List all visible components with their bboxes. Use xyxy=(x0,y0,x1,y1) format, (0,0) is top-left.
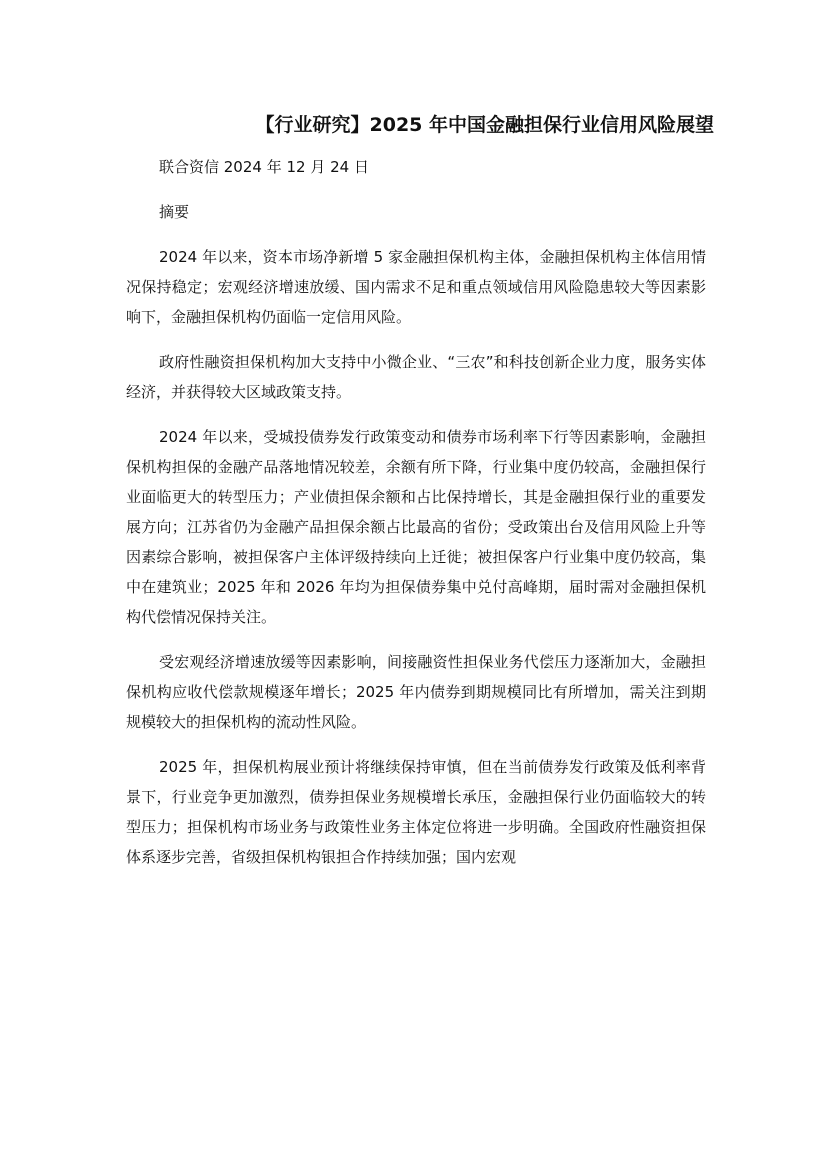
paragraph: 2024 年以来，受城投债券发行政策变动和债券市场利率下行等因素影响，金融担保机构担保的金融产品落地情况较差，余额有所下降，行业集中度仍较高，金融担保行业面临更大的转型压力；产业债担保余额和占比保持增长，其是金融担保行业的重要发展方向；江苏省仍为金融产品担保余额占比最高的省份；受政策出台及信用风险上升等因素综合影响，被担保客户主体评级持续向上迁徙；被担保客户行业集中度仍较高，集中在建筑业；2025 年和 2026 年均为担保债券集中兑付高峰期，届时需对金融担保机构代偿情况保持关注。 xyxy=(126,428,706,626)
paragraph: 2024 年以来，资本市场净新增 5 家金融担保机构主体，金融担保机构主体信用情况保持稳定；宏观经济增速放缓、国内需求不足和重点领域信用风险隐患较大等因素影响下，金融担保机构仍面临一定信用风险。 xyxy=(126,248,706,326)
paragraph: 政府性融资担保机构加大支持中小微企业、“三农”和科技创新企业力度，服务实体经济，并获得较大区域政策支持。 xyxy=(126,353,706,401)
paragraph: 受宏观经济增速放缓等因素影响，间接融资性担保业务代偿压力逐渐加大，金融担保机构应收代偿款规模逐年增长；2025 年内债券到期规模同比有所增加，需关注到期规模较大的担保机构的流动性风险。 xyxy=(126,653,706,731)
paragraph: 2025 年，担保机构展业预计将继续保持审慎，但在当前债券发行政策及低利率背景下，行业竞争更加激烈，债券担保业务规模增长承压，金融担保行业仍面临较大的转型压力；担保机构市场业务与政策性业务主体定位将进一步明确。全国政府性融资担保体系逐步完善，省级担保机构银担合作持续加强；国内宏观 xyxy=(126,758,706,866)
document-title: 【行业研究】2025 年中国金融担保行业信用风险展望 xyxy=(255,114,714,136)
document-body xyxy=(126,152,706,887)
byline: 联合资信 2024 年 12 月 24 日 xyxy=(159,158,369,176)
abstract-heading: 摘要 xyxy=(159,203,190,221)
